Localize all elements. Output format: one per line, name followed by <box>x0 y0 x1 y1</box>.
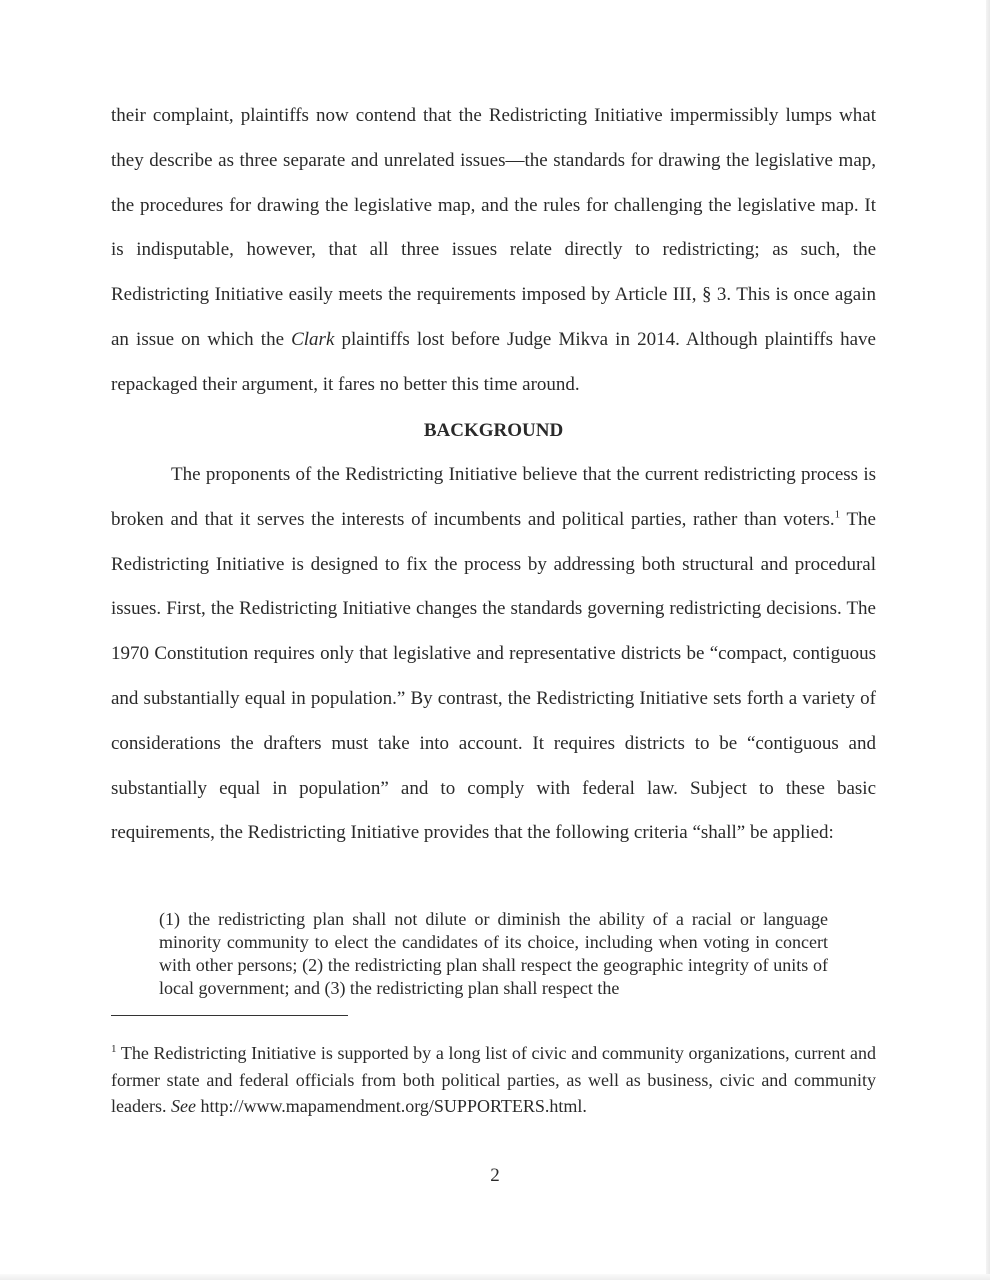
para-2-part-1: The proponents of the Redistricting Initiative believe that the current redistricting process is broken and that it serves the interests of incumbents and political parties, rather than voters. <box>111 464 876 530</box>
case-name-italic: Clark <box>291 328 335 350</box>
footnote-divider <box>111 1015 348 1016</box>
footnote-reference[interactable]: 1 <box>834 508 841 521</box>
para-2-part-2: The Redistricting Initiative is designed to fix the process by addressing both structural and procedural issues. First, the Redistricting Initiative changes the standards governing redistricting decisions. The 1970 Constitution requires only that legislative and representative districts be “compact, contiguous and substantially equal in population.” By contrast, the Redistricting Initiative sets forth a variety of considerations the drafters must take into account. It requires districts to be “contiguous and substantially equal in population” and to comply with federal law. Subject to these basic requirements, the Redistricting Initiative provides that the following criteria “shall” be applied: <box>111 508 876 844</box>
footnote-1 <box>111 1040 876 1120</box>
footnote-text: The Redistricting Initiative is supported by a long list of civic and community organizations, current and former state and federal officials from both political parties, as well as business, civic and community leaders. <box>111 1043 876 1116</box>
block-quote: (1) the redistricting plan shall not dilute or diminish the ability of a racial or language minority community to elect the candidates of its choice, including when voting in concert with other persons; (2) the redistricting plan shall respect the geographic integrity of units of local government; and (3) the redistricting plan shall respect the <box>159 909 828 999</box>
para-1-text: their complaint, plaintiffs now contend that the Redistricting Initiative impermissibly lumps what they describe as three separate and unrelated issues—the standards for drawing the legislative map, the procedures for drawing the legislative map, and the rules for challenging the legislative map. It is indisputable, however, that all three issues relate directly to redistricting; as such, the Redistricting Initiative easily meets the requirements imposed by Article III, § 3. This is once again an issue on which the <box>111 105 876 350</box>
footnote-marker: 1 <box>111 1043 117 1055</box>
para-1-text-after: plaintiffs lost before Judge Mikva in 2014. Although plaintiffs have repackaged their argument, it fares no better this time around. <box>111 328 876 395</box>
body-paragraph-2 <box>111 453 876 856</box>
footnote-url[interactable]: http://www.mapamendment.org/SUPPORTERS.html. <box>195 1096 587 1116</box>
footnote-see-signal: See <box>170 1096 196 1116</box>
scan-bottom-shadow <box>0 1274 990 1280</box>
page-number: 2 <box>490 1165 500 1186</box>
section-heading: BACKGROUND <box>423 420 564 441</box>
body-paragraph-1 <box>111 94 876 408</box>
scan-edge-shadow <box>986 0 990 1280</box>
